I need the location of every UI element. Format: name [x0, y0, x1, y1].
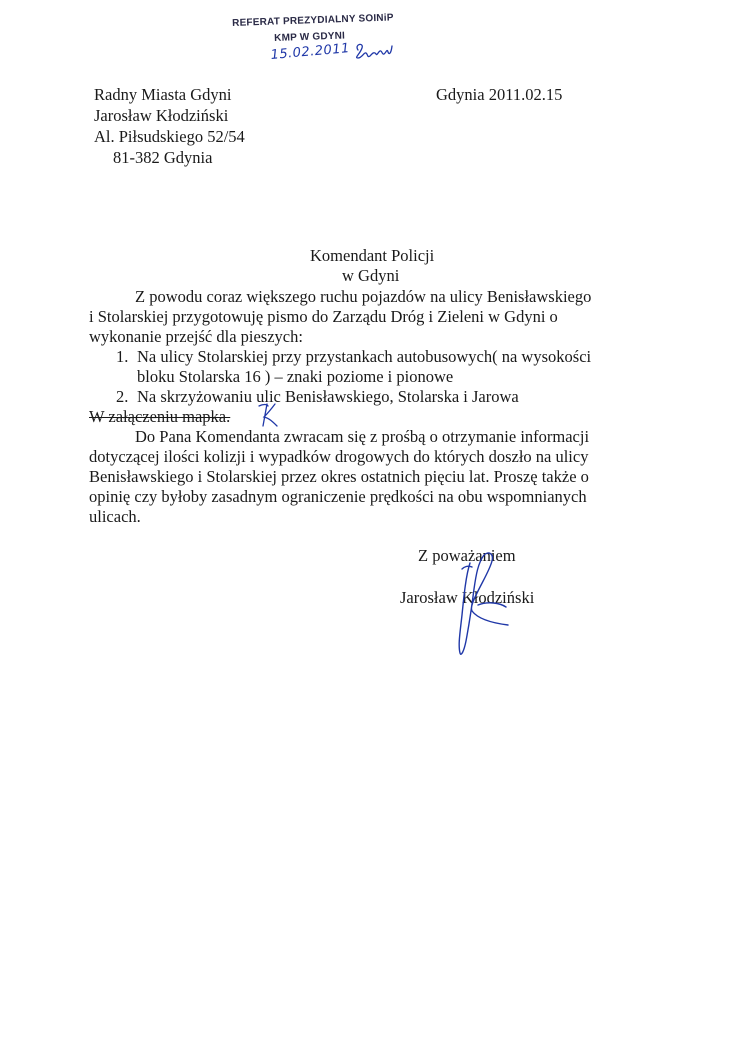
- body-p1-line-2: i Stolarskiej przygotowuję pismo do Zarządu Dróg i Zieleni w Gdyni o: [89, 307, 558, 326]
- sender-line-4: 81-382 Gdynia: [113, 148, 213, 167]
- registry-stamp: [222, 14, 422, 78]
- body-p2-line-2: dotyczącej ilości kolizji i wypadków drogowych do których doszło na ulicy: [89, 447, 589, 466]
- sender-line-2: Jarosław Kłodziński: [94, 106, 229, 125]
- addressee-line-1: Komendant Policji: [310, 246, 435, 265]
- stamp-line-1: REFERAT PREZYDIALNY SOINiP: [232, 12, 394, 29]
- body-p2-line-5: ulicach.: [89, 507, 141, 526]
- handwritten-initials-icon: [255, 402, 287, 430]
- stamp-line-2: KMP W GDYNI: [274, 30, 346, 44]
- place-date: Gdynia 2011.02.15: [436, 85, 563, 104]
- addressee-line-2: w Gdyni: [342, 266, 400, 285]
- signature-icon: [448, 545, 518, 660]
- struck-attachment-note: W załączeniu mapka.: [89, 407, 231, 426]
- body-p2-line-3: Benisławskiego i Stolarskiej przez okres ostatnich pięciu lat. Proszę także o: [89, 467, 589, 486]
- stamp-initials-icon: [352, 38, 400, 66]
- list-item-2-line-1: Na skrzyżowaniu ulic Benisławskiego, Stolarska i Jarowa: [137, 387, 519, 406]
- list-item-2-number: 2.: [116, 387, 129, 406]
- body-p2-line-1: Do Pana Komendanta zwracam się z prośbą o otrzymanie informacji: [135, 427, 590, 446]
- body-p1-line-1: Z powodu coraz większego ruchu pojazdów na ulicy Benisławskiego: [135, 287, 592, 306]
- list-item-1-line-2: bloku Stolarska 16 ) – znaki poziome i pionowe: [137, 367, 454, 386]
- body-p2-line-4: opinię czy byłoby zasadnym ograniczenie prędkości na obu wspomnianych: [89, 487, 587, 506]
- closing-greeting: Z poważaniem: [418, 546, 516, 565]
- closing-name: Jarosław Kłodziński: [400, 588, 535, 607]
- list-item-1-line-1: Na ulicy Stolarskiej przy przystankach autobusowych( na wysokości: [137, 347, 592, 366]
- list-item-1-number: 1.: [116, 347, 129, 366]
- stamp-handwritten-date: 15.02.2011: [270, 41, 351, 63]
- sender-line-1: Radny Miasta Gdyni: [94, 85, 232, 104]
- body-p1-line-3: wykonanie przejść dla pieszych:: [89, 327, 303, 346]
- sender-line-3: Al. Piłsudskiego 52/54: [94, 127, 245, 146]
